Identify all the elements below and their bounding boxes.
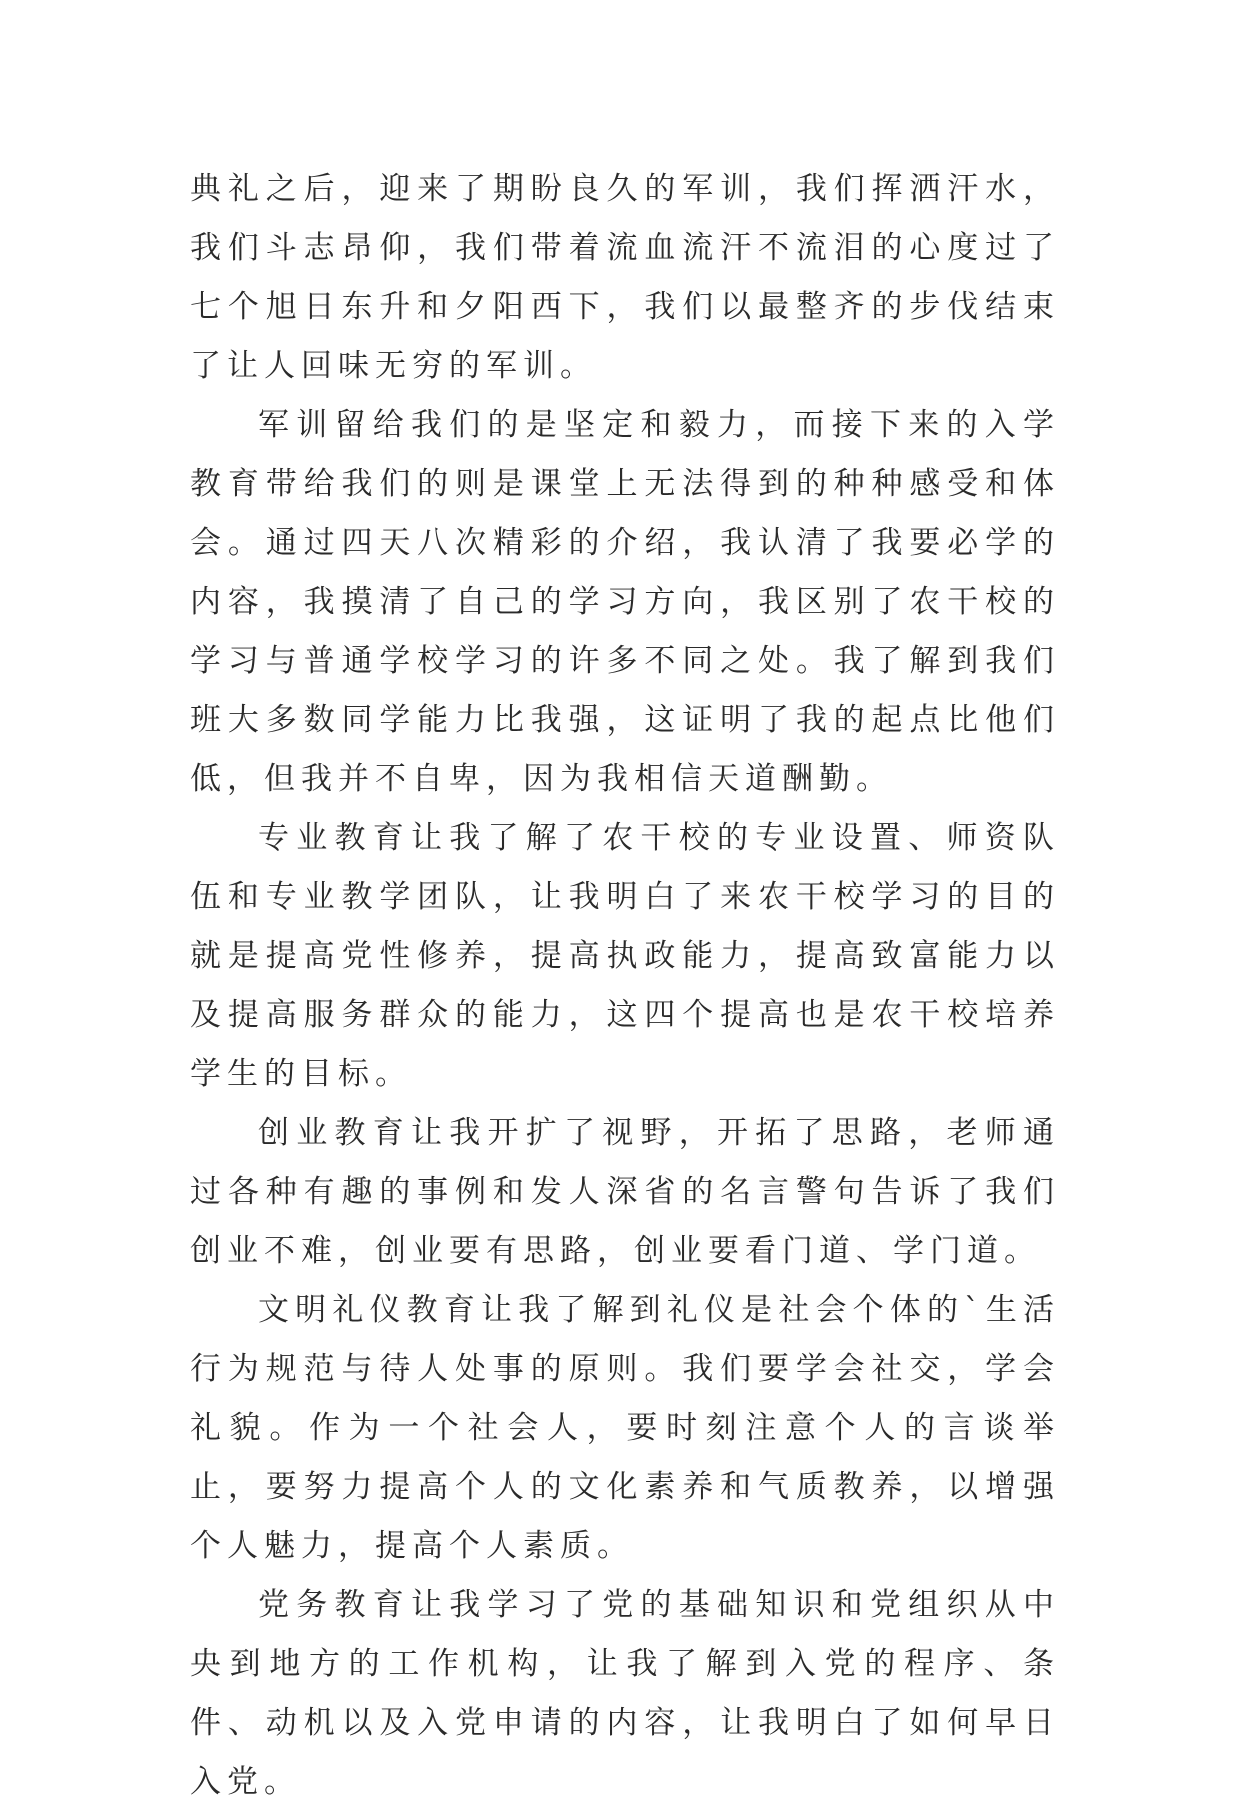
paragraph-professional-education: 专业教育让我了解了农干校的专业设置、师资队伍和专业教学团队，让我明白了来农干校学习的目的就是提高党性修养，提高执政能力，提高致富能力以及提高服务群众的能力，这四个提高也是农干校培养学生的目标。	[190, 820, 1060, 1092]
paragraph-entrepreneurship-education: 创业教育让我开扩了视野，开拓了思路，老师通过各种有趣的事例和发人深省的名言警句告诉了我们创业不难，创业要有思路，创业要看门道、学门道。	[190, 1115, 1060, 1269]
paragraph-etiquette-education: 文明礼仪教育让我了解到礼仪是社会个体的`生活行为规范与待人处事的原则。我们要学会社交，学会礼貌。作为一个社会人，要时刻注意个人的言谈举止，要努力提高个人的文化素养和气质教养，以增强个人魅力，提高个人素质。	[190, 1292, 1060, 1564]
paragraph-military-training-end: 典礼之后，迎来了期盼良久的军训，我们挥洒汗水，我们斗志昂仰，我们带着流血流汗不流泪的心度过了七个旭日东升和夕阳西下，我们以最整齐的步伐结束了让人回味无穷的军训。	[190, 171, 1060, 384]
paragraph-enrollment-education: 军训留给我们的是坚定和毅力，而接下来的入学教育带给我们的则是课堂上无法得到的种种感受和体会。通过四天八次精彩的介绍，我认清了我要必学的内容，我摸清了自己的学习方向，我区别了农干校的学习与普通学校学习的许多不同之处。我了解到我们班大多数同学能力比我强，这证明了我的起点比他们低，但我并不自卑，因为我相信天道酬勤。	[190, 407, 1060, 797]
document-body	[190, 160, 1060, 1812]
paragraph-party-affairs-education: 党务教育让我学习了党的基础知识和党组织从中央到地方的工作机构，让我了解到入党的程序、条件、动机以及入党申请的内容，让我明白了如何早日入党。	[190, 1587, 1060, 1800]
